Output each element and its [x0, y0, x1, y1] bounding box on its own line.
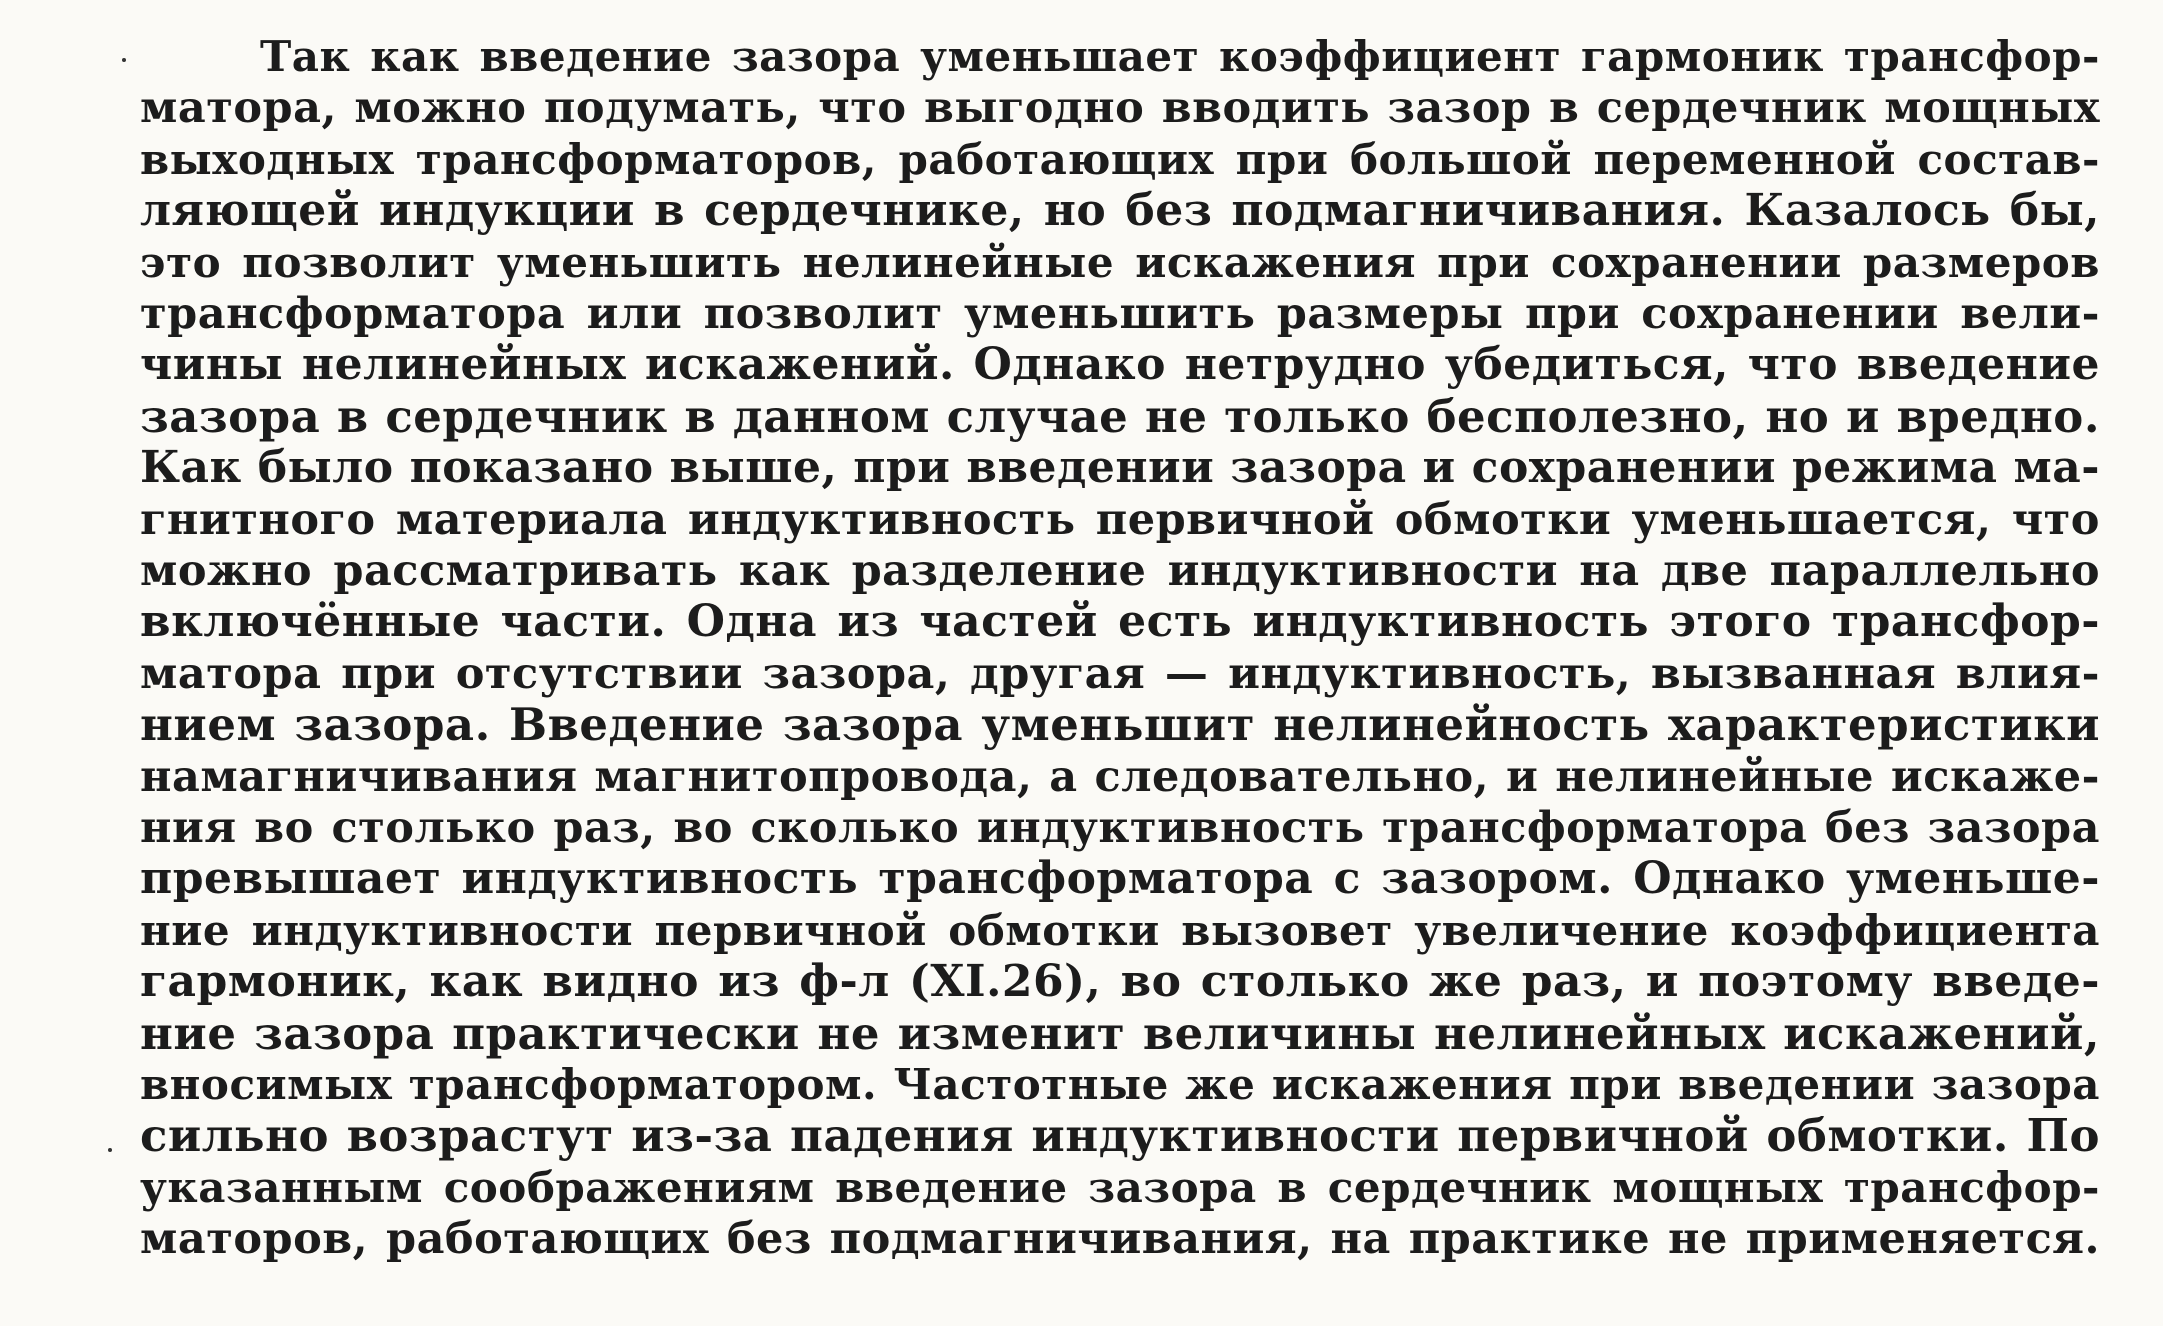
text-line: указанным соображениям введение зазора в сердечник мощных трансфор-	[140, 1162, 2100, 1212]
text-line: матора при отсутствии зазора, другая — индуктивность, вызванная влия-	[140, 648, 2100, 699]
text-line: матора, можно подумать, что выгодно вводить зазор в сердечник мощных	[140, 83, 2100, 134]
text-line: ния во столько раз, во сколько индуктивность трансформатора без зазора	[140, 803, 2100, 853]
text-line: это позволит уменьшить нелинейные искажения при сохранении размеров	[140, 237, 2100, 287]
text-line: нием зазора. Введение зазора уменьшит нелинейность характеристики	[140, 698, 2100, 752]
text-line: выходных трансформаторов, работающих при большой переменной состав-	[140, 134, 2100, 184]
scan-speck	[108, 1148, 112, 1152]
text-line: чины нелинейных искажений. Однако нетрудно убедиться, что введение	[140, 339, 2100, 391]
scan-speck	[122, 58, 126, 62]
text-line: включённые части. Одна из частей есть индуктивность этого трансфор-	[140, 596, 2100, 648]
text-line: зазора в сердечник в данном случае не только бесполезно, но и вредно.	[140, 389, 2100, 443]
text-line: превышает индуктивность трансформатора с зазором. Однако уменьше-	[140, 853, 2100, 905]
text-line: гнитного материала индуктивность первичной обмотки уменьшается, что	[140, 494, 2100, 545]
text-line: ние индуктивности первичной обмотки вызовет увеличение коэффициента	[140, 905, 2100, 955]
text-line: ляющей индукции в сердечнике, но без подмагничивания. Казалось бы,	[140, 185, 2100, 237]
text-line: Как было показано выше, при введении зазора и сохранении режима ма-	[140, 442, 2100, 494]
text-line: трансформатора или позволит уменьшить размеры при сохранении вели-	[140, 289, 2100, 339]
text-line: Так как введение зазора уменьшает коэффициент гармоник трансфор-	[260, 32, 2100, 81]
text-line: маторов, работающих без подмагничивания, на практике не применяется.	[140, 1214, 2100, 1265]
text-line: сильно возрастут из-за падения индуктивности первичной обмотки. По	[140, 1109, 2100, 1163]
text-line: гармоник, как видно из ф-л (XI.26), во столько же раз, и поэтому введе-	[140, 956, 2100, 1008]
text-line: намагничивания магнитопровода, а следовательно, и нелинейные искаже-	[140, 751, 2100, 802]
text-line: вносимых трансформатором. Частотные же искажения при введении зазора	[140, 1060, 2100, 1109]
text-line: можно рассматривать как разделение индуктивности на две параллельно	[140, 546, 2100, 596]
text-line: ние зазора практически не изменит величины нелинейных искажений,	[140, 1006, 2100, 1060]
